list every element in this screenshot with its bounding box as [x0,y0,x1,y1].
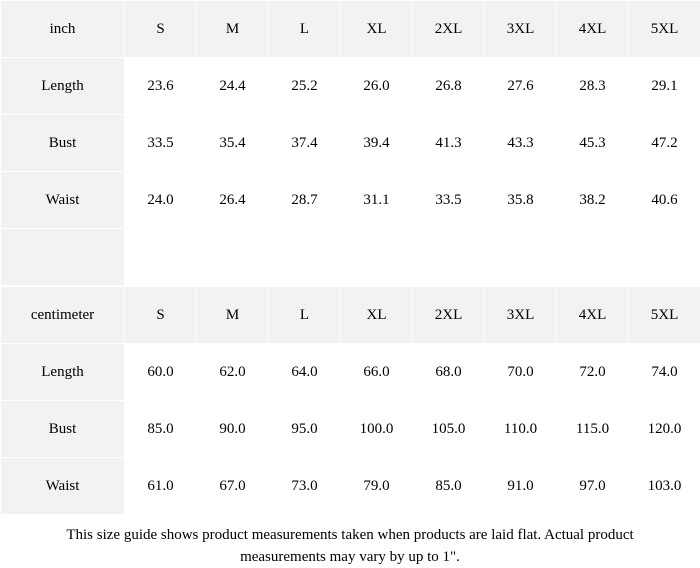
cell-value: 62.0 [197,344,269,401]
row-label-length: Length [1,344,125,401]
unit-label-inch: inch [1,1,125,58]
table-row [1,172,700,229]
cell-value: 64.0 [269,344,341,401]
cell-value: 33.5 [125,115,197,172]
cell-value: 97.0 [557,458,629,515]
cell-value: 47.2 [629,115,700,172]
cell-value: 39.4 [341,115,413,172]
cell-value: 45.3 [557,115,629,172]
size-guide-note [0,515,700,568]
cell-value: 35.8 [485,172,557,229]
cell-value: 85.0 [125,401,197,458]
cell-value: 35.4 [197,115,269,172]
cell-value: 31.1 [341,172,413,229]
column-header-2xl: 2XL [413,287,485,344]
column-header-s: S [125,1,197,58]
cell-value: 23.6 [125,58,197,115]
cell-value: 26.8 [413,58,485,115]
cell-value: 105.0 [413,401,485,458]
table-row [1,401,700,458]
cell-value: 103.0 [629,458,700,515]
cell-value: 74.0 [629,344,700,401]
cell-value: 40.6 [629,172,700,229]
cell-value: 24.4 [197,58,269,115]
column-header-l: L [269,287,341,344]
spacer-cell [629,229,700,286]
row-label-waist: Waist [1,458,125,515]
table-row [1,458,700,515]
spacer-cell [485,229,557,286]
size-table-centimeter [0,286,700,515]
column-header-5xl: 5XL [629,1,700,58]
row-label-bust: Bust [1,115,125,172]
unit-label-centimeter: centimeter [1,287,125,344]
cell-value: 41.3 [413,115,485,172]
cell-value: 61.0 [125,458,197,515]
row-label-bust: Bust [1,401,125,458]
cell-value: 25.2 [269,58,341,115]
spacer-cell [125,229,197,286]
cell-value: 115.0 [557,401,629,458]
column-header-s: S [125,287,197,344]
cell-value: 85.0 [413,458,485,515]
cell-value: 110.0 [485,401,557,458]
note-line-2: measurements may vary by up to 1". [0,546,700,568]
row-label-waist: Waist [1,172,125,229]
cell-value: 100.0 [341,401,413,458]
cell-value: 70.0 [485,344,557,401]
table-spacer-row [1,229,700,286]
cell-value: 24.0 [125,172,197,229]
row-label-length: Length [1,58,125,115]
spacer-cell [557,229,629,286]
cell-value: 28.7 [269,172,341,229]
cell-value: 28.3 [557,58,629,115]
spacer-cell [341,229,413,286]
spacer-cell [197,229,269,286]
column-header-l: L [269,1,341,58]
spacer-cell [413,229,485,286]
spacer-cell [269,229,341,286]
column-header-4xl: 4XL [557,1,629,58]
cell-value: 79.0 [341,458,413,515]
spacer-label-cell [1,229,125,286]
column-header-3xl: 3XL [485,287,557,344]
cell-value: 68.0 [413,344,485,401]
cell-value: 72.0 [557,344,629,401]
column-header-2xl: 2XL [413,1,485,58]
column-header-m: M [197,1,269,58]
table-row [1,115,700,172]
cell-value: 91.0 [485,458,557,515]
table-row [1,58,700,115]
table-row [1,344,700,401]
cell-value: 26.4 [197,172,269,229]
cell-value: 73.0 [269,458,341,515]
cell-value: 26.0 [341,58,413,115]
cell-value: 37.4 [269,115,341,172]
column-header-xl: XL [341,1,413,58]
cell-value: 67.0 [197,458,269,515]
cell-value: 95.0 [269,401,341,458]
column-header-m: M [197,287,269,344]
cell-value: 33.5 [413,172,485,229]
cell-value: 38.2 [557,172,629,229]
cell-value: 120.0 [629,401,700,458]
cell-value: 90.0 [197,401,269,458]
column-header-xl: XL [341,287,413,344]
table-header-row [1,1,700,58]
note-line-1: This size guide shows product measurements taken when products are laid flat. Actual product [0,524,700,546]
cell-value: 27.6 [485,58,557,115]
table-header-row [1,287,700,344]
column-header-3xl: 3XL [485,1,557,58]
cell-value: 60.0 [125,344,197,401]
column-header-5xl: 5XL [629,287,700,344]
column-header-4xl: 4XL [557,287,629,344]
cell-value: 43.3 [485,115,557,172]
cell-value: 66.0 [341,344,413,401]
cell-value: 29.1 [629,58,700,115]
